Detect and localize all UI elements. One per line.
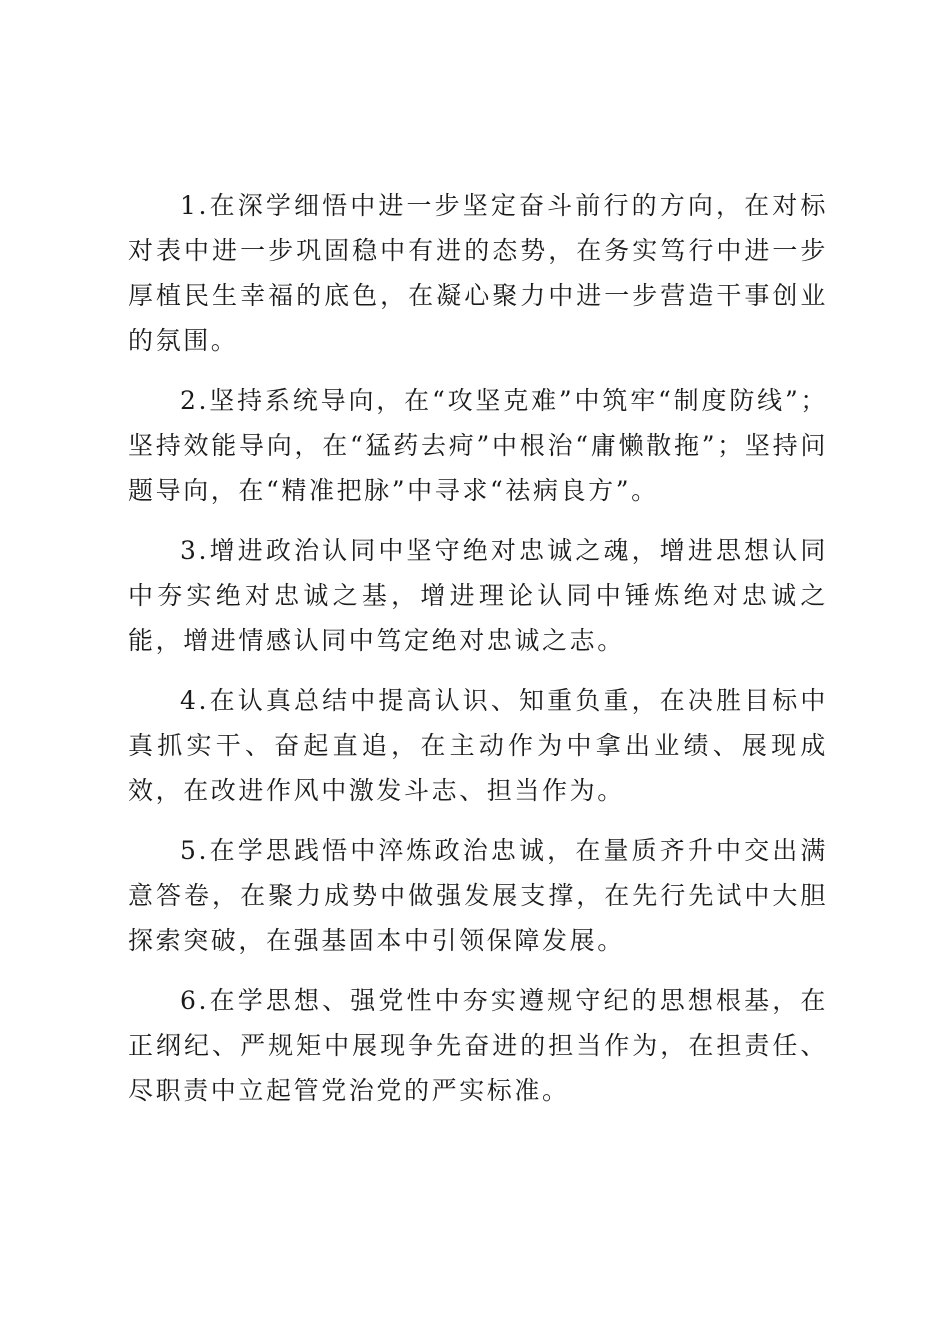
document-body: [128, 183, 828, 1128]
paragraph-6: 6.在学思想、强党性中夯实遵规守纪的思想根基，在正纲纪、严规矩中展现争先奋进的担当作为，在担责任、尽职责中立起管党治党的严实标准。: [128, 986, 828, 1105]
paragraph-2: 2.坚持系统导向，在“攻坚克难”中筑牢“制度防线”；坚持效能导向，在“猛药去疴”中根治“庸懒散拖”；坚持问题导向，在“精准把脉”中寻求“祛病良方”。: [128, 386, 828, 505]
paragraph-5: 5.在学思践悟中淬炼政治忠诚，在量质齐升中交出满意答卷，在聚力成势中做强发展支撑，在先行先试中大胆探索突破，在强基固本中引领保障发展。: [128, 836, 828, 955]
paragraph-1: 1.在深学细悟中进一步坚定奋斗前行的方向，在对标对表中进一步巩固稳中有进的态势，在务实笃行中进一步厚植民生幸福的底色，在凝心聚力中进一步营造干事创业的氛围。: [128, 191, 828, 355]
paragraph-3: 3.增进政治认同中坚守绝对忠诚之魂，增进思想认同中夯实绝对忠诚之基，增进理论认同中锤炼绝对忠诚之能，增进情感认同中笃定绝对忠诚之志。: [128, 536, 828, 655]
paragraph-4: 4.在认真总结中提高认识、知重负重，在决胜目标中真抓实干、奋起直追，在主动作为中拿出业绩、展现成效，在改进作风中激发斗志、担当作为。: [128, 686, 828, 805]
